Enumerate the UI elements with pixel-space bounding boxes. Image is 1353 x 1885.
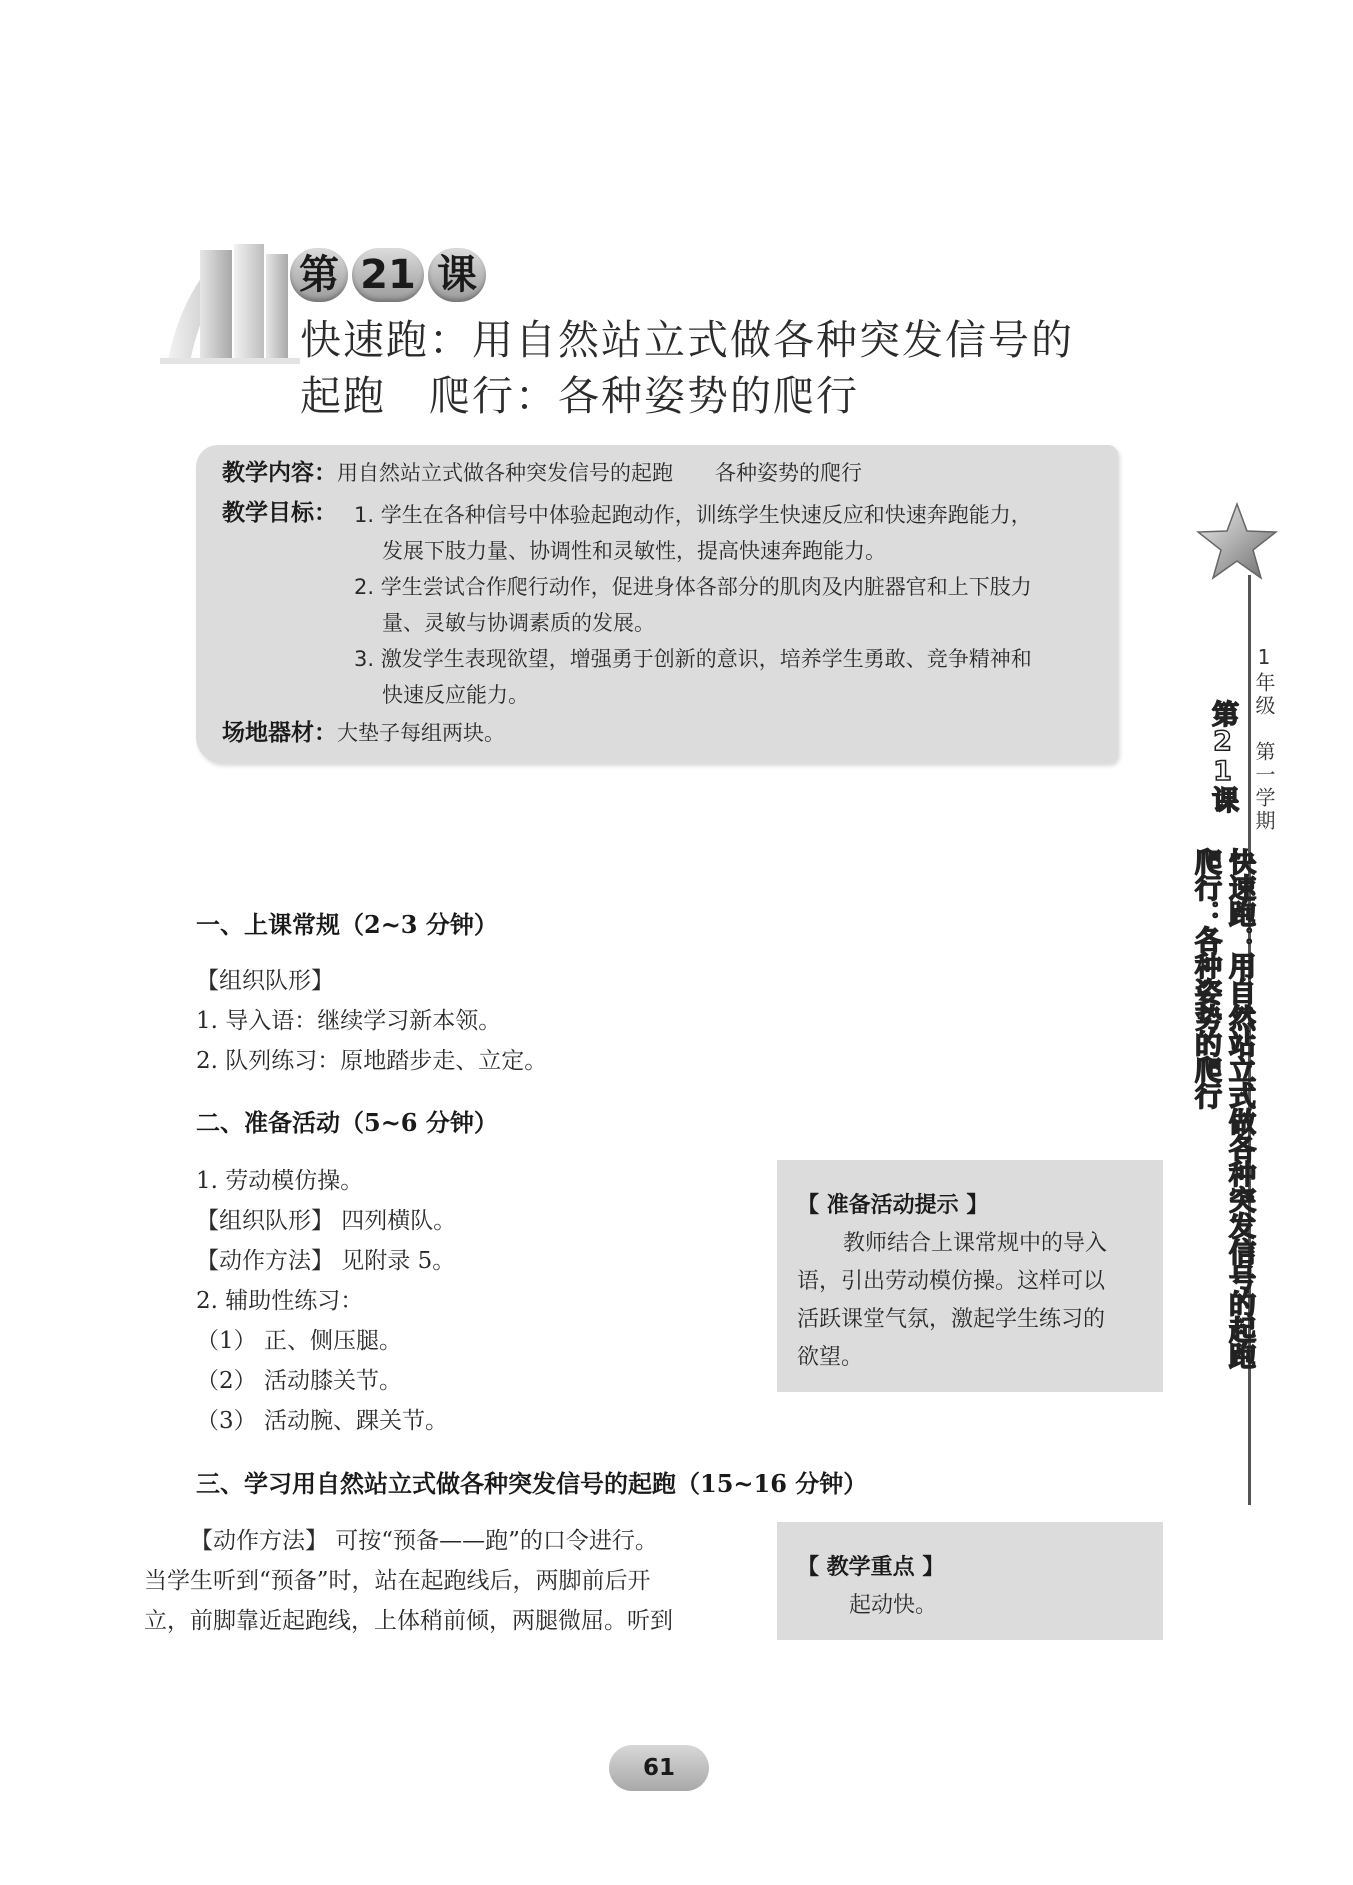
body-line: （2） 活动膝关节。 — [196, 1368, 402, 1394]
warmup-tip-box — [777, 1160, 1163, 1392]
body-line: 【动作方法】 见附录 5。 — [196, 1248, 456, 1274]
para-line: 【动作方法】 可按“预备——跑”的口令进行。 — [190, 1528, 658, 1554]
goal-item-line: 1. 学生在各种信号中体验起跑动作，训练学生快速反应和快速奔跑能力， — [354, 503, 1032, 527]
goal-item-line: 快速反应能力。 — [382, 683, 529, 707]
section-heading: 二、准备活动（5~6 分钟） — [196, 1108, 498, 1137]
para-line: 当学生听到“预备”时，站在起跑线后，两脚前后开 — [144, 1568, 651, 1594]
goal-item-line: 3. 激发学生表现欲望，增强勇于创新的意识，培养学生勇敢、竞争精神和 — [354, 647, 1032, 671]
books-icon — [160, 240, 300, 365]
body-line: （3） 活动腕、踝关节。 — [196, 1408, 448, 1434]
equipment-text: 大垫子每组两块。 — [337, 721, 505, 745]
content-label: 教学内容： — [222, 460, 337, 486]
equipment-row — [222, 715, 505, 751]
section-heading: 三、学习用自然站立式做各种突发信号的起跑（15~16 分钟） — [196, 1469, 868, 1498]
lesson-suffix: 课 — [428, 248, 486, 302]
page-title-line: 起跑 爬行：各种姿势的爬行 — [300, 372, 859, 420]
goals-label: 教学目标： — [222, 500, 337, 526]
lesson-prefix: 第 — [290, 248, 348, 302]
goal-item-line: 量、灵敏与协调素质的发展。 — [382, 611, 655, 635]
body-line: 【组织队形】 四列横队。 — [196, 1208, 457, 1234]
body-line: 【组织队形】 — [196, 968, 334, 994]
content-text: 用自然站立式做各种突发信号的起跑 各种姿势的爬行 — [337, 461, 862, 485]
section-heading: 一、上课常规（2~3 分钟） — [196, 910, 498, 939]
body-line: 1. 导入语：继续学习新本领。 — [196, 1008, 502, 1034]
tip-line: 活跃课堂气氛，激起学生练习的 — [797, 1307, 1106, 1332]
lesson-info-box — [196, 445, 1118, 763]
tip-title: 【 教学重点 】 — [797, 1555, 945, 1580]
body-line: （1） 正、侧压腿。 — [196, 1328, 402, 1354]
body-line: 2. 辅助性练习： — [196, 1288, 364, 1314]
star-icon — [1196, 502, 1278, 580]
equipment-label: 场地器材： — [222, 720, 337, 746]
page-number: 61 — [609, 1745, 709, 1791]
side-title-column: 爬行：各种姿势的爬行 — [1190, 848, 1221, 1108]
para-line: 立，前脚靠近起跑线，上体稍前倾，两腿微屈。听到 — [144, 1608, 673, 1634]
tip-title: 【 准备活动提示 】 — [797, 1193, 989, 1218]
content-row — [222, 455, 862, 491]
goals-label-row — [222, 495, 337, 531]
tip-line: 教师结合上课常规中的导入 — [843, 1231, 1108, 1256]
body-line: 1. 劳动模仿操。 — [196, 1168, 364, 1194]
tip-line: 欲望。 — [797, 1345, 864, 1370]
goal-item-line: 2. 学生尝试合作爬行动作，促进身体各部分的肌肉及内脏器官和上下肢力 — [354, 575, 1032, 599]
tip-line: 起动快。 — [849, 1593, 938, 1618]
side-grade-term: 1年级 第一学期 — [1252, 645, 1276, 833]
tip-line: 语，引出劳动模仿操。这样可以 — [797, 1269, 1106, 1294]
body-line: 2. 队列练习：原地踏步走、立定。 — [196, 1048, 548, 1074]
focus-tip-box — [777, 1522, 1163, 1640]
goal-item-line: 发展下肢力量、协调性和灵敏性，提高快速奔跑能力。 — [382, 539, 886, 563]
page-title-line: 快速跑：用自然站立式做各种突发信号的 — [300, 316, 1074, 364]
lesson-number: 21 — [352, 248, 424, 302]
page-title — [300, 312, 1160, 424]
side-lesson-label: 第21课 — [1207, 700, 1238, 812]
side-title-column: 快速跑：用自然站立式做各种突发信号的起跑 — [1224, 848, 1255, 1368]
